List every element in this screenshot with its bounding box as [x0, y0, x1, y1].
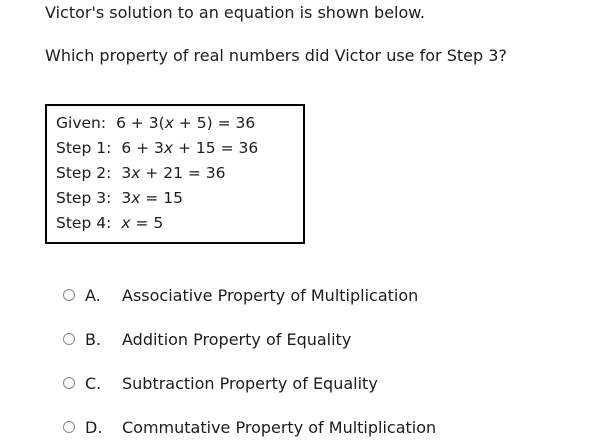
question-prompt-text: Which property of real numbers did Victor use for Step 3? [45, 46, 507, 65]
option-row-c[interactable] [63, 373, 600, 393]
step-equation: 6 + 3(x + 5) = 36 [116, 114, 256, 132]
step-row-given [56, 111, 293, 136]
option-d-letter: D. [85, 417, 103, 437]
option-c-radio[interactable] [63, 377, 75, 389]
solution-steps-box [45, 104, 305, 244]
step-label: Given: [56, 114, 107, 132]
step-label: Step 2: [56, 164, 112, 182]
option-row-d[interactable] [63, 417, 600, 437]
option-d-label: Commutative Property of Multiplication [122, 417, 437, 437]
option-c-letter: C. [85, 373, 102, 393]
step-equation: 3x = 15 [121, 189, 183, 207]
option-row-b[interactable] [63, 329, 600, 349]
option-row-a[interactable] [63, 285, 600, 305]
step-equation: 6 + 3x + 15 = 36 [121, 139, 259, 157]
option-a-letter: A. [85, 285, 101, 305]
step-equation: 3x + 21 = 36 [121, 164, 226, 182]
option-b-letter: B. [85, 329, 102, 349]
option-a-label: Associative Property of Multiplication [122, 285, 419, 305]
question-intro-text: Victor's solution to an equation is shown below. [45, 3, 425, 22]
option-b-label: Addition Property of Equality [122, 329, 352, 349]
step-row-2 [56, 161, 293, 186]
step-label: Step 4: [56, 214, 112, 232]
step-row-3 [56, 186, 293, 211]
option-a-radio[interactable] [63, 289, 75, 301]
option-b-radio[interactable] [63, 333, 75, 345]
step-row-1 [56, 136, 293, 161]
step-label: Step 3: [56, 189, 112, 207]
step-label: Step 1: [56, 139, 112, 157]
answer-options-list [45, 285, 600, 437]
option-d-radio[interactable] [63, 421, 75, 433]
step-equation: x = 5 [121, 214, 164, 232]
step-row-4 [56, 211, 293, 236]
option-c-label: Subtraction Property of Equality [122, 373, 378, 393]
